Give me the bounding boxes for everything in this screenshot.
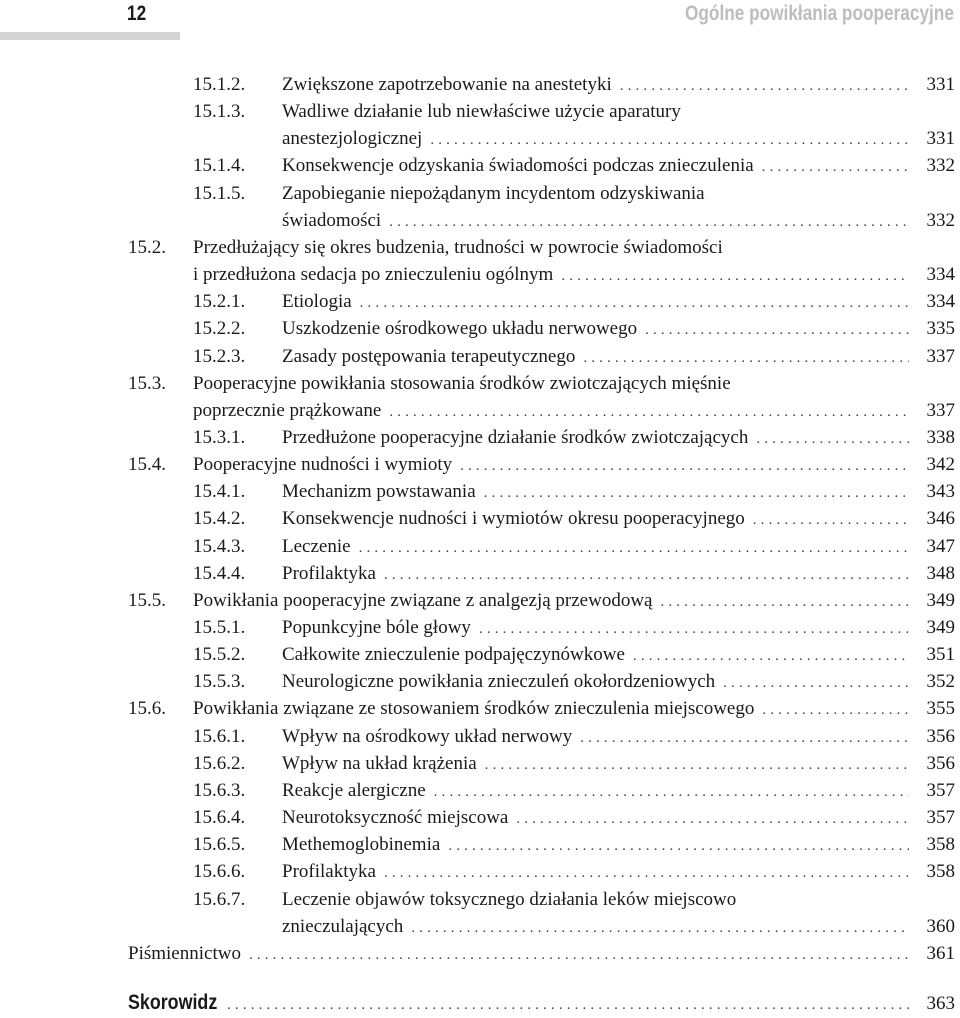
toc-entry-line (282, 914, 955, 940)
toc-entry-page: 352 (926, 671, 955, 693)
dot-leader (389, 399, 909, 425)
toc-entry-title: Popunkcyjne bóle głowy (282, 617, 471, 638)
toc-entry-line (193, 832, 955, 858)
skorowidz-page: 363 (926, 993, 955, 1014)
toc-entry-page: 342 (926, 454, 955, 476)
dot-leader (723, 670, 909, 696)
toc-entry-page: 335 (926, 318, 955, 340)
toc-entry-number: 15.1.5. (193, 182, 246, 204)
toc-entry-page: 351 (926, 644, 955, 666)
toc-entry-number: 15.6.5. (193, 834, 246, 856)
dot-leader (411, 915, 909, 941)
toc-entry-page: 331 (926, 74, 955, 95)
toc-entry-number: 15.6.3. (193, 779, 246, 801)
toc-entry-title: Pooperacyjne powikłania stosowania środków zwiotczających mięśnie (193, 372, 731, 394)
dot-leader (359, 535, 909, 561)
toc-entry-title: poprzecznie prążkowane (193, 399, 382, 421)
toc-entry-line (128, 235, 955, 261)
toc-entry-page: 356 (926, 752, 955, 774)
toc-entry-line (193, 506, 955, 532)
dot-leader (485, 752, 909, 778)
toc-entry-title: Powikłania związane ze stosowaniem środków znieczulenia miejscowego (193, 698, 755, 720)
toc-entry-title: znieczulających (282, 915, 404, 937)
toc-entry-page: 348 (926, 562, 955, 584)
toc-entry-title: Profilaktyka (282, 562, 376, 584)
toc-entry-page: 347 (926, 535, 955, 557)
toc-entry-line (193, 887, 955, 913)
toc-entry-page: 349 (926, 589, 955, 611)
toc-entry-line (193, 398, 955, 424)
toc-entry-line (193, 425, 955, 451)
dot-leader (249, 942, 909, 968)
toc-entry-title: Przedłużający się okres budzenia, trudności w powrocie świadomości (193, 236, 723, 258)
toc-entry-line (193, 805, 955, 831)
toc-entry-title: Leczenie (282, 535, 351, 557)
toc-entry-number: 15.5.3. (193, 671, 246, 693)
dot-leader (660, 589, 909, 615)
toc-entry-title: Konsekwencje odzyskania świadomości podczas znieczulenia (282, 155, 754, 177)
toc-entry-line (193, 669, 955, 695)
toc-entry-title: Zasady postępowania terapeutycznego (282, 345, 576, 367)
dot-leader (389, 209, 909, 235)
toc-entry-skorowidz (128, 990, 955, 1016)
toc-entry-page: 358 (926, 861, 955, 883)
toc-entry-page: 358 (926, 834, 955, 856)
toc-entry-number: 15.6. (128, 698, 166, 720)
dot-leader (583, 345, 909, 371)
toc-entry-number: 15.6.1. (193, 725, 246, 747)
toc-entry-line (128, 588, 955, 614)
dot-leader (633, 643, 909, 669)
toc-entry-line (193, 153, 955, 179)
toc-entry-title: Wpływ na układ krążenia (282, 752, 477, 774)
toc-entry-title: Profilaktyka (282, 861, 376, 883)
toc-entry-line (128, 452, 955, 478)
toc-entry-page: 357 (926, 779, 955, 801)
toc-entry-line (128, 696, 955, 722)
toc-entry-line (193, 99, 955, 125)
toc-entry-title: Wadliwe działanie lub niewłaściwe użycie aparatury (282, 101, 681, 123)
toc-entry-line (193, 72, 955, 98)
toc-entry-title: Mechanizm powstawania (282, 481, 476, 503)
toc-entry-page: 356 (926, 725, 955, 747)
toc-entry-title: Powikłania pooperacyjne związane z analgezją przewodową (193, 589, 653, 611)
dot-leader (384, 562, 909, 588)
toc-entry-page: 349 (926, 617, 955, 638)
toc-entry-line (193, 859, 955, 885)
toc-entry-page: 337 (926, 345, 955, 367)
toc-entry-page: 334 (926, 291, 955, 313)
toc-entry-line (282, 208, 955, 234)
toc-entry-line (128, 941, 955, 967)
dot-leader (580, 725, 909, 751)
toc-entry-number: 15.1.4. (193, 155, 246, 177)
toc-entry-line (193, 534, 955, 560)
toc-entry-title: Zapobieganie niepożądanym incydentom odzyskiwania (282, 182, 705, 204)
dot-leader (430, 127, 909, 153)
toc-entry-line (193, 778, 955, 804)
dot-leader (484, 480, 909, 506)
dot-leader (460, 453, 909, 479)
toc-entry-title: Reakcje alergiczne (282, 779, 426, 801)
toc-entry-page: 361 (926, 942, 955, 964)
toc-entry-line (193, 316, 955, 342)
dot-leader (756, 426, 909, 452)
dot-leader (620, 73, 909, 99)
toc-entry-page: 360 (926, 915, 955, 937)
toc-entry-line (193, 344, 955, 370)
toc-entry-page: 332 (926, 155, 955, 177)
toc-entry-number: 15.5.1. (193, 617, 246, 638)
toc-entry-page: 334 (926, 264, 955, 286)
toc-entry-title: Methemoglobinemia (282, 834, 441, 856)
toc-entry-title: Zwiększone zapotrzebowanie na anestetyki (282, 74, 612, 95)
toc-entry-line (193, 615, 955, 641)
toc-entry-number: 15.2. (128, 236, 166, 258)
toc-entry-title: anestezjologicznej (282, 128, 423, 150)
dot-leader (227, 992, 909, 1018)
header-rule (0, 32, 180, 40)
skorowidz-label: Skorowidz (128, 991, 218, 1014)
running-title: Ogólne powikłania pooperacyjne (685, 2, 954, 25)
toc-entry-number: 15.3. (128, 372, 166, 394)
toc-entry-number: 15.5. (128, 589, 166, 611)
dot-leader (762, 154, 909, 180)
toc-entry-number: 15.3.1. (193, 426, 246, 448)
toc-entry-line (193, 642, 955, 668)
dot-leader (645, 317, 909, 343)
toc-entry-page: 332 (926, 209, 955, 231)
dot-leader (479, 616, 909, 642)
toc-entry-title: i przedłużona sedacja po znieczuleniu ogólnym (193, 264, 554, 286)
toc-entry-title: świadomości (282, 209, 382, 231)
toc-entry-line (193, 561, 955, 587)
toc-entry-title: Konsekwencje nudności i wymiotów okresu pooperacyjnego (282, 508, 745, 530)
toc-entry-title: Uszkodzenie ośrodkowego układu nerwowego (282, 318, 638, 340)
toc-entry-number: 15.1.3. (193, 101, 246, 123)
dot-leader (762, 697, 909, 723)
toc-entry-line (128, 371, 955, 397)
toc-entry-title: Piśmiennictwo (128, 942, 241, 964)
toc-entry-number: 15.2.1. (193, 291, 246, 313)
toc-entry-line (193, 262, 955, 288)
toc-entry-line (193, 289, 955, 315)
toc-entry-page: 331 (926, 128, 955, 150)
toc-entry-page: 338 (926, 426, 955, 448)
dot-leader (360, 290, 909, 316)
toc-entry-number: 15.4.1. (193, 481, 246, 503)
toc-entry-title: Leczenie objawów toksycznego działania leków miejscowo (282, 888, 737, 910)
toc-entry-number: 15.1.2. (193, 74, 246, 95)
toc-entry-line (193, 751, 955, 777)
toc-entry-number: 15.5.2. (193, 644, 246, 666)
toc-entry-line (282, 126, 955, 152)
toc-entry-line (193, 724, 955, 750)
dot-leader (516, 806, 909, 832)
toc-entry-number: 15.4.4. (193, 562, 246, 584)
toc-entry-number: 15.6.4. (193, 807, 246, 829)
toc-entry-number: 15.6.7. (193, 888, 246, 910)
toc-entry-title: Etiologia (282, 291, 352, 313)
toc-entry-title: Neurologiczne powikłania znieczuleń okołordzeniowych (282, 671, 716, 693)
toc-entry-number: 15.4.2. (193, 508, 246, 530)
dot-leader (753, 507, 909, 533)
toc-entry-page: 343 (926, 481, 955, 503)
toc-entry-line (193, 181, 955, 207)
dot-leader (561, 263, 909, 289)
toc-entry-number: 15.2.2. (193, 318, 246, 340)
toc-entry-title: Neurotoksyczność miejscowa (282, 807, 509, 829)
dot-leader (434, 779, 909, 805)
toc-entry-number: 15.2.3. (193, 345, 246, 367)
toc-entry-title: Przedłużone pooperacyjne działanie środków zwiotczających (282, 426, 749, 448)
toc-entry-number: 15.4.3. (193, 535, 246, 557)
dot-leader (384, 860, 909, 886)
toc-entry-title: Wpływ na ośrodkowy układ nerwowy (282, 725, 573, 747)
toc-entry-page: 357 (926, 807, 955, 829)
toc-entry-page: 346 (926, 508, 955, 530)
dot-leader (448, 833, 909, 859)
toc-entry-title: Pooperacyjne nudności i wymioty (193, 454, 453, 476)
toc-entry-page: 337 (926, 399, 955, 421)
toc-entry-title: Całkowite znieczulenie podpajęczynówkowe (282, 644, 625, 666)
page-number: 12 (127, 2, 147, 25)
toc-entry-number: 15.6.6. (193, 861, 246, 883)
toc-entry-number: 15.4. (128, 454, 166, 476)
toc-entry-number: 15.6.2. (193, 752, 246, 774)
toc-entry-page: 355 (926, 698, 955, 720)
page-header (0, 0, 960, 44)
toc-entry-line (193, 479, 955, 505)
